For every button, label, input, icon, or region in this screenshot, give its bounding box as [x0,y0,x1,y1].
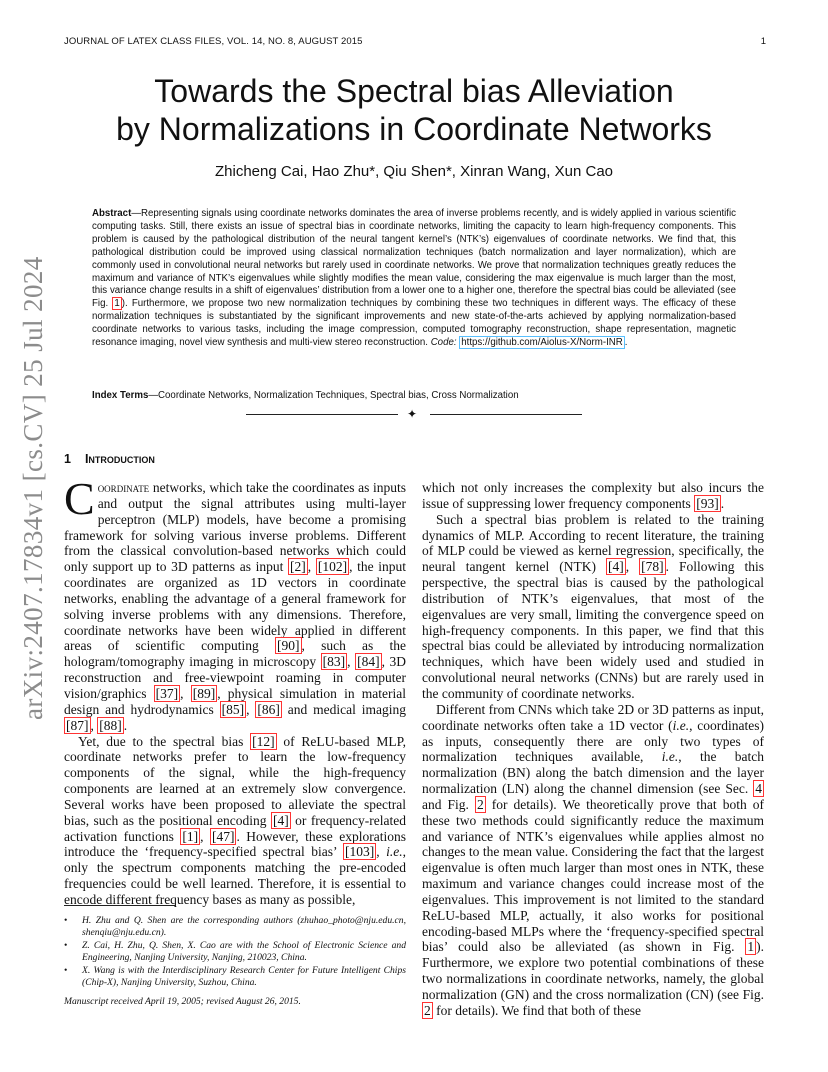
abstract-end: . [624,337,628,349]
citation-link[interactable]: [1] [182,828,199,844]
text: , the input coordinates are organized as 1D vectors in coordinate networks, enabling the advantage of a general framework for solving inverse problems with any dimensions. Therefore, coordinate networks have been widely applied in different areas of scientific computing [64,559,407,654]
citation-link[interactable]: [86] [257,701,280,717]
arxiv-identifier[interactable]: arXiv:2407.17834v1 [cs.CV] 25 Jul 2024 [18,256,48,720]
footnote-text: Z. Cai, H. Zhu, Q. Shen, X. Cao are with the School of Electronic Science and Engineering, Nanjing University, Nanjing, 210023, China. [82,940,406,963]
paragraph: Coordinate networks, which take the coordinates as inputs and output the signal attributes using multi-layer perceptron (MLP) models, have become a promising framework for solving various inverse problems. Different from the classical convolution-based networks which could only support up to 3D patterns as input [2] , [102] , the input coordinates are organized as 1D vectors in coordinate networks, enabling the advantage of a general framework for solving inverse problems with any dimensions. Therefore, coordinate networks have been widely applied in different areas of scientific computing [90] , such as the hologram/tomography imaging in microscopy [83] , [84] , 3D reconstruction and free-viewpoint roaming in computer vision/graphics [37] , [89] , physical simulation in material design and hydrodynamics [85] , [86] and medical imaging [87] , [88] . [64,473,407,733]
abstract-text: —Representing signals using coordinate networks dominates the area of inverse problems recently, and is widely applied in various scientific computing tasks. Still, there exists an issue of spectral bias in coordinate networks, limiting the capacity to learn high-frequency components. This problem is caused by the pathological distribution of the neural tangent kernel’s (NTK’s) eigenvalues of coordinate networks. We find that, this pathological distribution could be improved using classical normalization techniques (batch normalization and layer normalization), which are commonly used in convolutional neural networks but rarely used in coordinate networks. We prove that normalization techniques greatly reduces the maximum and variance of NTK’s eigenvalues while slightly modifies the mean value, considering the max eigenvalue is much larger than the most, this variance change results in a shift of eigenvalues’ distribution from a lower one to a higher one, therefore the spectral bias could be alleviated (see Fig. [92,208,736,310]
text: and Fig. [422,796,475,812]
text: Such a spectral bias problem is related to the training dynamics of MLP. According to recent literature, the training of MLP could be viewed as kernel regression, specifically, the neural tangent kernel (NTK) [422,511,764,575]
footnote-item [64,940,406,963]
citation-link[interactable]: [4] [272,812,289,828]
title-line-2: by Normalizations in Coordinate Networks [116,111,712,147]
figure-link[interactable]: 2 [424,1002,431,1018]
footnote-text: X. Wang is with the Interdisciplinary Research Center for Future Intelligent Chips (Chip-X), Nanjing University, Suzhou, China. [82,965,406,988]
text: . However, these explorations introduce the ‘frequency-specified spectral bias’ [64,828,406,860]
paper-title [64,72,764,148]
citation-link[interactable]: [47] [211,828,235,844]
citation-link[interactable]: [87] [66,717,89,733]
text: Different from CNNs which take 2D or 3D patterns as input, coordinate networks often take a 1D vector ( [422,701,764,733]
abstract-text-2: ). Furthermore, we propose two new normalization techniques by combining these two techniques in different ways. The efficacy of these normalization techniques is substantiated by the significant improvements and new state-of-the-arts achieved by applying normalization-based coordinate networks to various tasks, including the image compression, computed tomography reconstruction, shape representation, magnetic resonance imaging, novel view synthesis and multi-view stereo reconstruction. [92,298,736,349]
page-number: 1 [760,36,766,47]
citation-link[interactable]: [85] [221,701,245,717]
section-link[interactable]: 4 [755,781,762,797]
text: , such as the hologram/tomography imaging in microscopy [64,638,406,670]
citation-link[interactable]: [88] [99,717,122,733]
citation-link[interactable]: [103] [344,844,375,860]
citation-link[interactable]: [78] [641,559,664,575]
text: , coordinates) as inputs, consequently there are only two types of normalization techniques available, [422,717,764,765]
citation-link[interactable]: [37] [155,685,179,701]
divider-right [430,414,582,415]
text: only the spectrum components matching the pre-encoded frequencies could be well learned. Therefore, it is essential to encode different frequency bases as many as possible, [64,860,406,907]
footnotes [64,915,406,991]
text: which not only increases the complexity but also incurs the issue of suppressing lower frequency components [422,480,764,511]
citation-link[interactable]: [93] [696,495,719,511]
bullet-icon: • [64,940,68,952]
footnote-item [64,915,406,938]
figure-link[interactable]: 1 [114,298,120,310]
abstract-label: Abstract [92,208,132,219]
text: and medical imaging [281,701,406,717]
drop-cap: C [64,473,95,524]
running-header: JOURNAL OF LATEX CLASS FILES, VOL. 14, NO. 8, AUGUST 2015 [64,36,363,47]
text: , physical simulation in material design and hydrodynamics [64,685,406,717]
paragraph: Yet, due to the spectral bias [12] of ReLU-based MLP, coordinate networks prefer to learn the low-frequency components of the signal, while the high-frequency components are learned at an extremely slow convergence. Several works have been proposed to alleviate the spectral bias, such as the positional encoding [4] or frequency-related activation functions [1] , [47] . However, these explorations introduce the ‘frequency-specified spectral bias’ [103] , i.e., only the spectrum components matching the pre-encoded frequencies could be well learned. Therefore, it is essential to encode different frequency bases as many as possible, [64,733,407,907]
text: for details). We theoretically prove that both of these two methods could significantly reduce the maximum and variance of NTK’s eigenvalues while applies almost no changes to the mean value. Considering the fact that the largest eigenvalue is often much larger than most ones in NTK, these maximum and variance changes could increase most of the eigenvalues. This improvement is not limited to the standard ReLU-based MLP, actually, it also works for positional encoding-based MLPs where the ‘frequency-specified spectral bias’ could also be alleviated (as shown in Fig. [422,796,764,955]
citation-link[interactable]: [89] [192,685,216,701]
text: for details). We find that both of these [432,1002,641,1018]
paragraph [422,702,764,1019]
divider-diamond-icon: ✦ [407,407,418,421]
abstract [92,208,736,350]
index-terms [92,390,736,401]
section-heading [64,452,155,466]
text: . Following this perspective, the spectral bias is caused by the pathological distribution of NTK’s eigenvalues, that most of the eigenvalues are very small, limiting the convergence speed on high-frequency components. In this paper, we find that this spectral bias could be alleviated by introducing normalization techniques, which have been widely used and studied in convolutional neural networks (CNNs) but are rarely used in the community of coordinate networks. [422,559,765,701]
code-label: Code: [430,337,457,349]
right-column [422,480,765,1018]
paragraph: Such a spectral bias problem is related to the training dynamics of MLP. According to recent literature, the training of MLP could be viewed as kernel regression, specifically, the neural tangent kernel (NTK) [4] , [78] . Following this perspective, the spectral bias is caused by the pathological distribution of NTK’s eigenvalues, that most of the eigenvalues are very small, limiting the convergence speed on high-frequency components. In this paper, we find that this spectral bias could be alleviated by introducing normalization techniques, which have been widely used and studied in convolutional neural networks (CNNs) but are rarely used in the community of coordinate networks. [422,511,765,701]
citation-link[interactable]: [12] [252,733,275,749]
text: i.e. [661,749,679,765]
figure-link[interactable]: 1 [747,939,755,955]
bullet-icon: • [64,965,68,977]
citation-link[interactable]: [90] [277,638,300,654]
footnote-item [64,965,406,988]
text: networks, which take the coordinates as inputs and output the signal attributes using multi-layer perceptron (MLP) models, have become a promising framework for solving various inverse problems. Different from the classical convolution-based networks which could only support up to 3D patterns as input [64,480,406,575]
section-title: Introduction [84,452,155,466]
text: i.e. [672,717,690,733]
code-url-link[interactable]: https://github.com/Aiolus-X/Norm-INR [461,337,623,349]
text: ). Furthermore, we explore two potential combinations of these two normalizations in coordinate networks, namely, the global normalization (GN) and the cross normalization (CN) (see Fig. [422,939,764,1002]
bullet-icon: • [64,915,68,926]
index-terms-label: Index Terms [92,390,149,401]
citation-link[interactable]: [102] [317,559,348,575]
left-column [64,473,407,908]
text: , the batch normalization (BN) along the batch dimension and the layer normalization (LN) along the channel dimension (see Sec. [422,749,764,797]
figure-link[interactable]: 2 [476,796,484,812]
author-list: Zhicheng Cai, Hao Zhu*, Qiu Shen*, Xinran Wang, Xun Cao [215,163,613,180]
text: , 3D reconstruction and free-viewpoint roaming in computer vision/graphics [64,654,406,701]
section-number: 1 [64,452,71,466]
manuscript-note: Manuscript received April 19, 2005; revised August 26, 2015. [64,996,301,1007]
text: of ReLU-based MLP, coordinate networks prefer to learn the low-frequency components of the signal, while the high-frequency components are learned at an extremely slow convergence. Several works have been proposed to alleviate the spectral bias, such as the positional encoding [64,733,406,828]
divider-left [246,414,398,415]
smallcaps-word: oordinate [97,480,150,495]
text: Yet, due to the spectral bias [78,733,251,749]
citation-link[interactable]: [83] [322,654,346,670]
citation-link[interactable]: [2] [290,559,306,575]
title-line-1: Towards the Spectral bias Alleviation [154,73,674,109]
footnote-text: H. Zhu and Q. Shen are the corresponding authors (zhuhao_photo@nju.edu.cn, shenqiu@nju.edu.cn). [82,915,406,938]
text: or frequency-related activation functions [64,812,407,844]
paragraph: which not only increases the complexity but also incurs the issue of suppressing lower frequency components [93] . [422,480,764,511]
citation-link[interactable]: [84] [357,654,380,670]
footnote-rule [64,905,176,906]
citation-link[interactable]: [4] [607,559,624,575]
index-terms-text: —Coordinate Networks, Normalization Techniques, Spectral bias, Cross Normalization [148,390,519,401]
